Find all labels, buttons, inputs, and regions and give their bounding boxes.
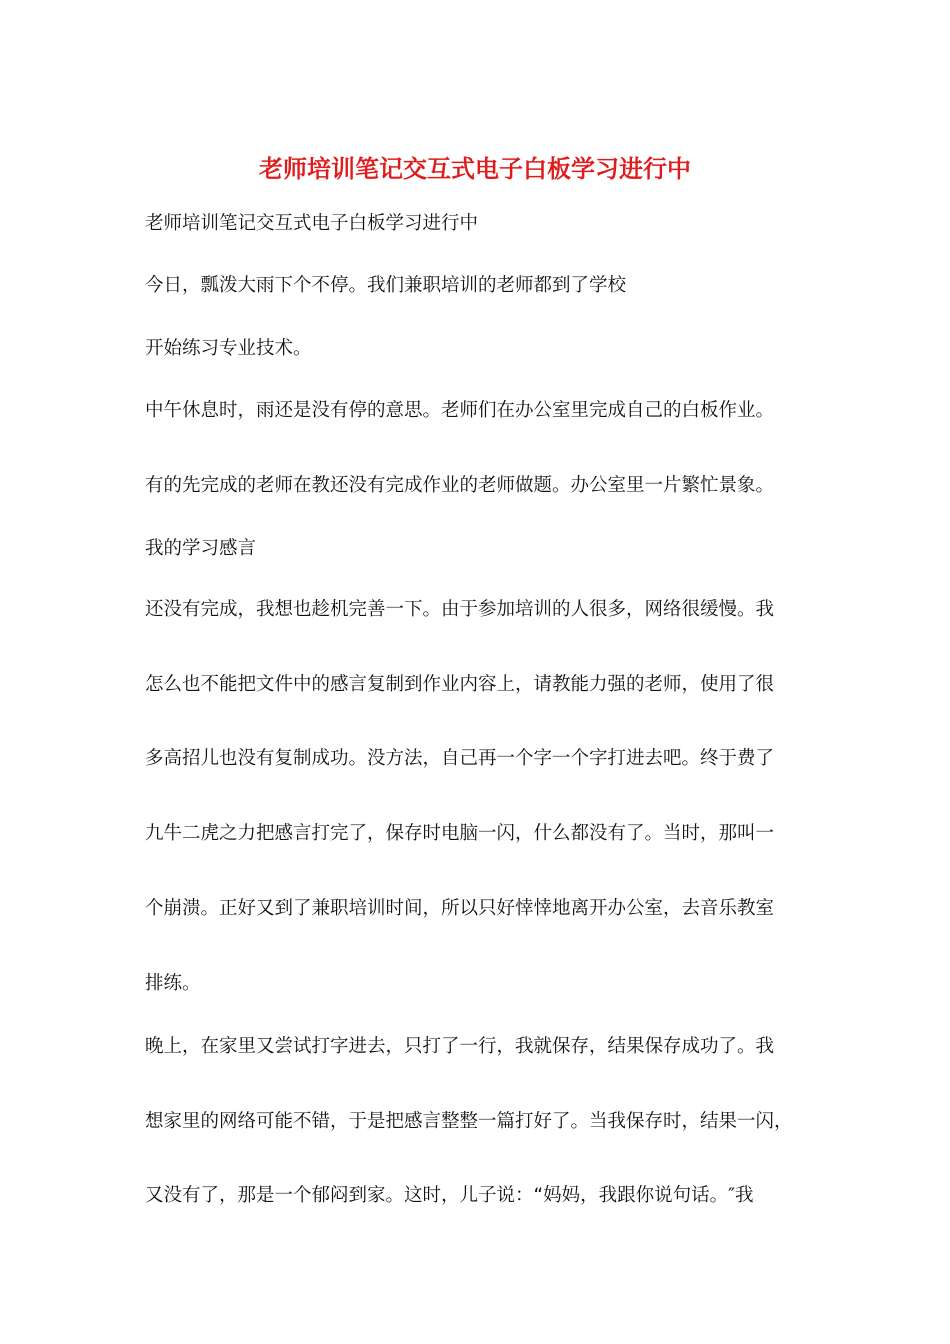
text-line: 我的学习感言: [145, 538, 257, 559]
text-line: 老师培训笔记交互式电子白板学习进行中: [145, 213, 479, 234]
text-line: 今日，瓢泼大雨下个不停。我们兼职培训的老师都到了学校: [145, 275, 627, 296]
text-line: 又没有了，那是一个郁闷到家。这时，儿子说：“妈妈，我跟你说句话。″我: [145, 1185, 754, 1206]
text-line: 九牛二虎之力把感言打完了，保存时电脑一闪，什么都没有了。当时，那叫一: [145, 823, 775, 844]
text-line: 中午休息时，雨还是没有停的意思。老师们在办公室里完成自己的白板作业。: [145, 400, 775, 421]
text-line: 还没有完成，我想也趁机完善一下。由于参加培训的人很多，网络很缓慢。我: [145, 599, 775, 620]
text-line: 怎么也不能把文件中的感言复制到作业内容上，请教能力强的老师，使用了很: [145, 674, 775, 695]
text-line: 多高招儿也没有复制成功。没方法，自己再一个字一个字打进去吧。终于费了: [145, 748, 775, 769]
text-line: 排练。: [145, 973, 201, 994]
text-line: 个崩溃。正好又到了兼职培训时间，所以只好悻悻地离开办公室，去音乐教室: [145, 898, 775, 919]
text-line: 有的先完成的老师在教还没有完成作业的老师做题。办公室里一片繁忙景象。: [145, 475, 775, 496]
document-title: 老师培训笔记交互式电子白板学习进行中: [259, 154, 691, 183]
text-line: 晚上，在家里又尝试打字进去，只打了一行，我就保存，结果保存成功了。我: [145, 1036, 775, 1057]
text-line: 开始练习专业技术。: [145, 338, 312, 359]
text-line: 想家里的网络可能不错，于是把感言整整一篇打好了。当我保存时，结果一闪，: [145, 1111, 793, 1132]
